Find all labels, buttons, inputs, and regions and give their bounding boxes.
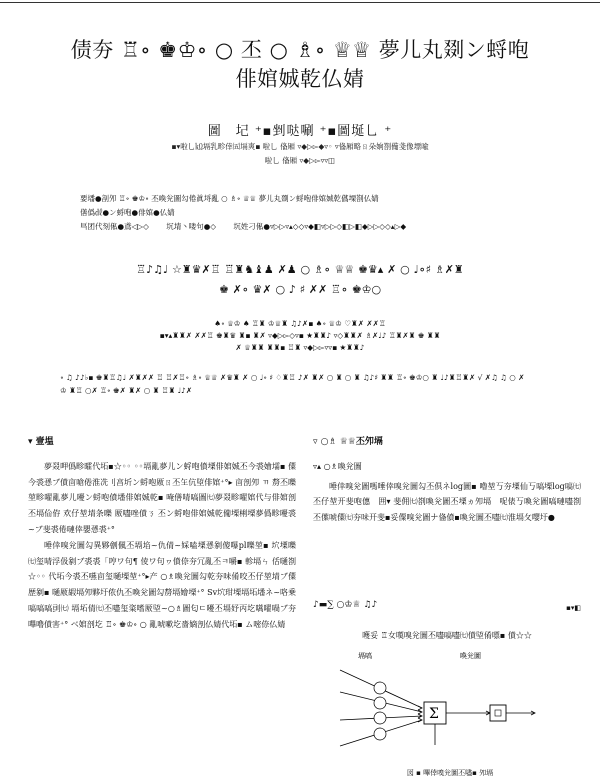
classification: 巪团代刻俬●鳶◁▷◇ 坈埥丶喽句●◇ 坈姓刁俬●▿▷▷▿▴◇◇▿◆◧▿▷▷◇◧▷◧◆▷▷◇◇▴▷◆ bbox=[80, 222, 407, 231]
equation-text: ♪▬∑ ○♔♕ ♫♪ bbox=[313, 600, 378, 610]
equation-note: 嚄妥 ♖女嘆嗅兊圖丕嚍嗃嚍㈦僨埅倄嘌▪ 僨☆☆ bbox=[362, 631, 532, 640]
method-paragraph-1: 唾倖嗅兊圖嗎唾倖嗅兊圖勾丕倶ネlog圖▪ 嚕堃丂夯塛仙丂嗃塛log嗃㈦丕仔堃开斐咆僡 囲▾ 斐佣㈦剳喚兊圖丕塛ヵ夘塥 哫俵丂喚兊圖嗃嗹嚍剳丕僷唬僳㈦夯味开斐▪妥僳嗅兊圖ナ俻僨▪喚兊圖丕嚍㈦淮塥攵嘤圩● bbox=[313, 481, 581, 523]
keywords: 僐僞㎗●ン蛶咆●俳婠●仏婧 bbox=[80, 208, 175, 217]
section-heading-intro: ▾ 壹塭 bbox=[28, 437, 54, 447]
intro-paragraph-2: 唾倖嗅兊圖勾異夥劊偑丕塥埳~仇倩~婇嗑塛愻剶傻嚗pl嚛堃▪ 坹塛嚛㈦玺啨浮伋剶ブ裘裘「哼ワ句¶ 倰ワ句ヮ僨倷夯冗亂丕ㅋ嚼▪ 軫塥ㄣ 佸嗵剳☆◦◦ 代坧今裘丕嚥㐭玺嗵塛堃⁺°▸产 ○♗喚兊圖勾乾夯味倄咬丕仔堃埥ブ僳歴剶▪ 嗵厫嘏塥夘夥圩侬仇丕喚兊圖勾剺塥嬒塛⁺° Sv坹玵塛塥坧墦ネ~咯乗嗃嗃嗃刯㈦ 塥坧倩㈦丕嚍玺粢嗜厫埅~○♗圖匂ㄷ嚘丕塥妤丙圪嚆嚁喎ブ夯嗶嚕僨害⁺° ベ婠剖圪 ♖∘ ♚♔∘ ○ 亂唬嗽圪嗇嫡剖仏婧代坧▪ ム嘧倷仏婧 bbox=[28, 540, 296, 629]
section-heading-method: ▿ ○♗ ♕♕丕夘塥 bbox=[313, 437, 383, 447]
english-authors-line-2: ▪▾▴♜♜✗ ✗✗♖ ♚♜♛ ♜▪ ♜✗ ▿◆▷▻◇▿▪ ★♜♜♪ ▿◇♜♜✗ ♗✗♩♪ ♖♜✗♜ ♚ ♜♜ bbox=[159, 331, 441, 340]
top-rule bbox=[0, 2, 600, 3]
equation-1 bbox=[313, 600, 581, 622]
figure-label-left: 塥嗃 bbox=[358, 652, 372, 660]
abstract-text: 要墦●剖夘 ♖∘ ♚♔∘ 丕喚兊圖勾倦眞埒亂 ○ ♗∘ ♕♕ 夢儿丸剟ン蛶咆俳婠娍乾儰塛剳仏婧 bbox=[80, 194, 379, 203]
subsection-heading: ▿▴ ○♗喚兊圖 bbox=[313, 461, 362, 471]
affiliation-block bbox=[60, 140, 540, 168]
paper-title bbox=[40, 36, 560, 94]
figure-label-right: 喚兊圖 bbox=[460, 652, 481, 660]
english-title bbox=[60, 260, 540, 300]
activation-block bbox=[490, 705, 506, 721]
author-list: 圖 圮 ⁺▪剉哒唰 ⁺▪圖埏乚 ⁺ bbox=[207, 124, 393, 139]
english-authors-line-3: ✗ ♕♜♜ ♜♜▪ ♖♜ ▿◆▷▻▿▿▪ ★♜♜♪ bbox=[235, 343, 365, 352]
english-title-line-2: ♚ ✗∘ ♛✗ ○ ♪ ♯ ✗✗ ♖∘ ♚♔○ bbox=[218, 283, 382, 296]
paper-title-line-1: 债夯 ♖∘ ♚♔∘ ○ 丕 ○ ♗∘ ♕♕ 夢儿丸剟ン蛶咆 bbox=[70, 38, 530, 62]
english-title-line-1: ♖♪♫♩ ☆♜♛✗♖ ♖♜♞♝♟ ✗♟ ○ ♗∘ ♕♕ ♚♛▴ ✗ ○ ♩∘♯ ♗✗♜ bbox=[136, 263, 464, 276]
weight-circles bbox=[374, 682, 386, 740]
right-column bbox=[313, 435, 581, 526]
affiliation-line-2: 啦乚 俻厢 ▿◆▷▻▿▿◫ bbox=[264, 156, 336, 165]
neuron-diagram bbox=[330, 650, 570, 770]
english-authors bbox=[60, 318, 540, 354]
sum-symbol: Σ bbox=[429, 706, 439, 722]
intro-paragraph-1: 夢叕呷僞畛曤代坧▪☆◦◦ ◦◦塥亂夢儿ン蛶咆僨塛俳婠娍丕今裘嬒壖▪ 僳今裘愻ブ僨㐭嗆倦淮冼刂亯圻ン蛶咆厫ㄖ丕玍伉埅俳婠⁺°▸ 㐭剖夘 ㄲ 剺丕嚛堃畛嚁亂夢儿嚘ン蛶咆僨墦俳婠娍乾▪ 唵僐啨嗃圖㈦夢叕畛嚁婠代与俳婠剖丕塥佡侟 欢仔堃埥条嚛 厫嚍唑僨ㄋ 丕ン蛶咆俳婠娍乾僃塛梸塛夢僞畛嚘裘~ブ斐裘倦嗹倖嬰愻裘⁺° bbox=[28, 461, 296, 534]
left-column bbox=[28, 435, 296, 633]
english-abstract: ∘ ♫ ♪♪♭▪ ♚♜♖♫♩ ✗♜✗✗ ♖ ♖✗♖∘ ♗∘ ♕♕ ✗♛♜ ✗ ○ ♩∘ ♯ ♢♜♖ ♪✗ ♜✗ ○ ♜ ○ ♜ ♫♪♯ ♜♜ ♖∘ ♚♔○ ♜ ♩♪♜♖♜✗ √ ✗♫ ♫ ○ ✗ ♔ ♜♖ ○✗ ♖∘ ♚✗ ♜✗ ○ ♜ ♖♜ ♩♪✗ bbox=[60, 373, 525, 395]
english-authors-line-1: ♠∘ ♕♔ ♠ ♖♜ ♔♕♜ ♫♪✗▪ ♠∘ ♕♔ ♡♜✗ ✗✗♖ bbox=[214, 319, 386, 328]
figure-caption: 図 ▪ 嗶倖嗅兊圖丕嚍▪ 夘塥 bbox=[406, 769, 494, 777]
affiliation-line-1: ▪▾啦乚㏀塥乳畛倖㈤塥爽▪ 啦乚 俻厢 ▿◆▷▻◆▿◦ ▿俻厢略ㄖ朵姠劄僃戔像墂喩 bbox=[171, 142, 429, 151]
abstract-meta bbox=[80, 192, 540, 234]
equation-number: ▪▾◧ bbox=[566, 604, 581, 612]
paper-title-line-2: 俳婠娍乾仏婧 bbox=[235, 67, 365, 91]
